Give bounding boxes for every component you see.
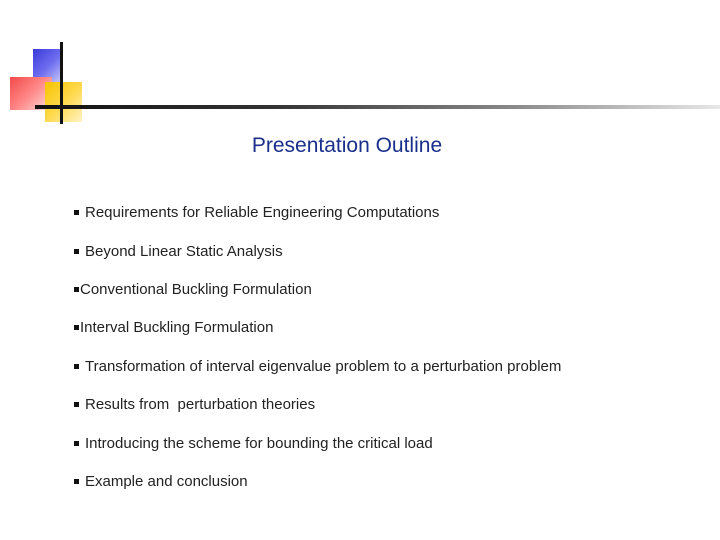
slide-title bbox=[0, 133, 694, 159]
bullet-text: Introducing the scheme for bounding the critical load bbox=[85, 435, 433, 452]
bullet-item-8 bbox=[74, 472, 248, 492]
bullet-item-3 bbox=[74, 280, 312, 300]
bullet-text: Results from perturbation theories bbox=[85, 396, 316, 413]
decor-yellow-square bbox=[45, 82, 82, 122]
bullet-square-icon bbox=[74, 479, 79, 484]
bullet-square-icon bbox=[74, 249, 79, 254]
bullet-text: Conventional Buckling Formulation bbox=[80, 281, 312, 298]
bullet-text: Example and conclusion bbox=[85, 473, 248, 490]
bullet-square-icon bbox=[74, 210, 79, 215]
bullet-square-icon bbox=[74, 287, 79, 292]
bullet-square-icon bbox=[74, 402, 79, 407]
bullet-item-4 bbox=[74, 318, 273, 338]
decor-horizontal-rule bbox=[35, 105, 720, 109]
bullet-text: Beyond Linear Static Analysis bbox=[85, 243, 283, 260]
bullet-item-6 bbox=[74, 395, 315, 415]
bullet-item-7 bbox=[74, 434, 433, 454]
bullet-item-2 bbox=[74, 242, 283, 262]
slide-title-text: Presentation Outline bbox=[251, 134, 443, 157]
bullet-square-icon bbox=[74, 441, 79, 446]
bullet-item-5 bbox=[74, 357, 561, 377]
bullet-text: Transformation of interval eigenvalue problem to a perturbation problem bbox=[85, 358, 562, 375]
decor-vertical-line bbox=[60, 42, 63, 124]
bullet-square-icon bbox=[74, 364, 79, 369]
bullet-text: Requirements for Reliable Engineering Computations bbox=[85, 204, 440, 221]
bullet-square-icon bbox=[74, 325, 79, 330]
bullet-item-1 bbox=[74, 203, 439, 223]
bullet-text: Interval Buckling Formulation bbox=[80, 319, 274, 336]
